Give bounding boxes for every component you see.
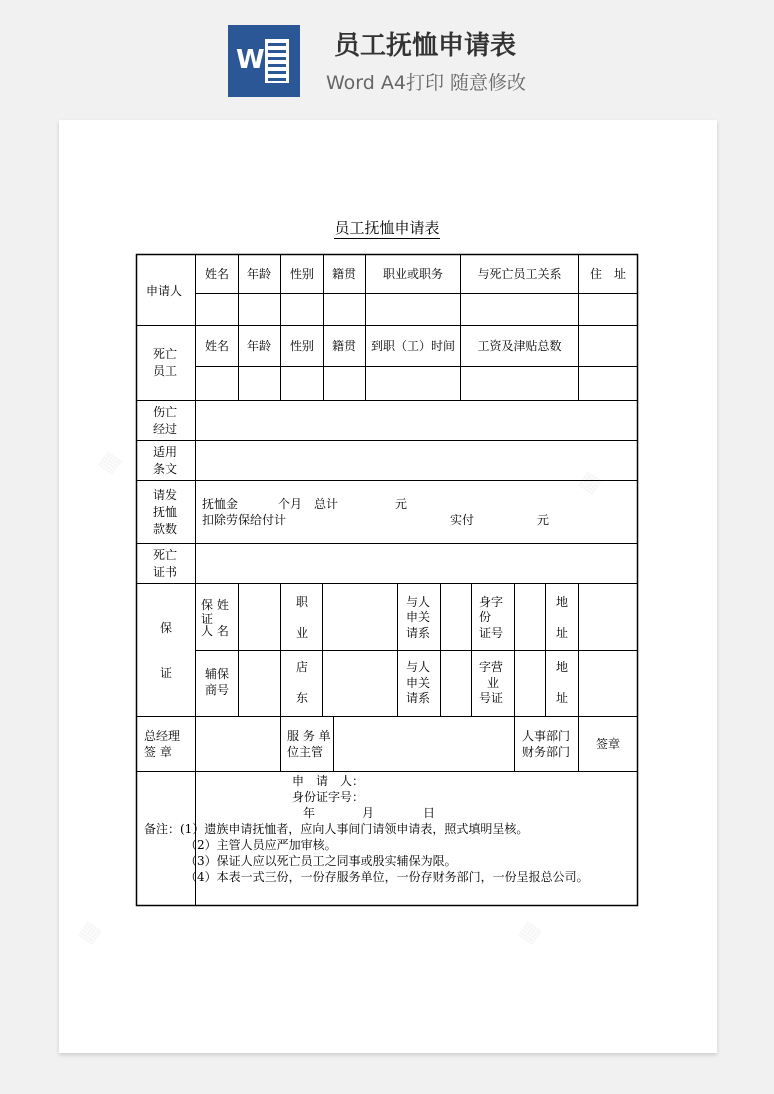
footer-applicant-label: 申 请 人：	[292, 774, 365, 788]
payment-label: 款数	[153, 522, 178, 536]
payment-actual-label: 实付	[450, 513, 475, 527]
applicant-row-label: 申请人	[146, 284, 183, 298]
footer-note: 备注：(1）遗族申请抚恤者，应向人事间门请领申请表，照式填明呈核。	[144, 822, 529, 836]
payment-label: 抚恤	[153, 505, 178, 519]
gm-signature-label: 总经理	[144, 729, 181, 743]
deceased-header-name: 姓名	[204, 339, 229, 353]
payment-label: 请发	[153, 488, 178, 502]
footer-day-label: 日	[423, 806, 436, 820]
applicant-header-relation: 与死亡员工关系	[477, 267, 562, 281]
document-page	[59, 120, 717, 1053]
applicant-header-occupation: 职业或职务	[382, 267, 443, 281]
shop-relation-label: 请系	[406, 691, 431, 705]
footer-note: （3）保证人应以死亡员工之同事或殷实辅保为限。	[185, 854, 457, 868]
deceased-row-label: 员工	[153, 364, 178, 378]
shop-owner-label: 店	[296, 660, 309, 674]
unit-supervisor-label: 位主管	[287, 745, 324, 759]
footer-id-label: 身份证字号：	[292, 790, 365, 804]
deceased-header-salary: 工资及津贴总数	[477, 339, 562, 353]
deceased-header-hire-date: 到职（工）时间	[370, 339, 455, 353]
shop-address-label: 地	[556, 660, 569, 674]
finance-department-label: 财务部门	[522, 745, 571, 759]
injury-label: 伤亡	[153, 405, 178, 419]
banner-title: 员工抚恤申请表	[334, 31, 517, 61]
guarantor-relation-label: 请系	[406, 626, 431, 640]
shop-address-label: 址	[556, 691, 569, 705]
guarantee-label: 保	[160, 621, 173, 635]
deceased-row-label: 死亡	[153, 347, 178, 361]
guarantor-name-label: 人 名	[201, 624, 229, 638]
applicant-header-name: 姓名	[204, 267, 229, 281]
applicant-header-gender: 性别	[289, 267, 314, 281]
payment-yuan-label: 元	[395, 497, 408, 511]
deceased-header-hometown: 籍贯	[331, 339, 356, 353]
banner	[0, 0, 774, 112]
footer-year-label: 年	[303, 806, 316, 820]
word-icon-letter: W	[236, 45, 265, 75]
articles-label: 适用	[153, 445, 178, 459]
guarantor-name-label: 证	[201, 612, 214, 626]
payment-months-label: 个月	[278, 497, 303, 511]
banner-subtitle: Word A4打印 随意修改	[326, 72, 527, 94]
business-license-label: 号证	[479, 691, 504, 705]
gm-signature-label: 签 章	[144, 745, 172, 759]
footer-note: （4）本表一式三份，一份存服务单位，一份存财务部门，一份呈报总公司。	[185, 870, 589, 884]
guarantor-address-label: 地	[556, 595, 569, 609]
applicant-header-hometown: 籍贯	[331, 267, 356, 281]
unit-supervisor-label: 服 务 单	[287, 729, 331, 743]
footer-month-label: 月	[362, 806, 375, 820]
guarantor-relation-label: 申关	[406, 610, 431, 624]
guarantor-name-label: 保 姓	[201, 598, 229, 612]
shop-relation-label: 与人	[406, 660, 431, 674]
business-license-label: 字营	[479, 660, 504, 674]
shop-owner-label: 东	[296, 691, 309, 705]
applicant-header-age: 年龄	[246, 267, 271, 281]
deceased-header-age: 年龄	[246, 339, 271, 353]
guarantor-address-label: 址	[556, 626, 569, 640]
guarantor-id-label: 身字	[479, 595, 504, 609]
guarantor-id-label: 证号	[479, 626, 504, 640]
shop-relation-label: 申关	[406, 676, 431, 690]
shop-guarantor-label: 商号	[205, 683, 230, 697]
footer-note: （2）主管人员应严加审核。	[185, 838, 337, 852]
payment-total-label: 总计	[314, 497, 339, 511]
hr-department-label: 人事部门	[522, 729, 571, 743]
payment-deduction-label: 扣除劳保给付计	[202, 513, 287, 527]
guarantor-id-label: 份	[479, 610, 492, 624]
articles-label: 条文	[153, 462, 178, 476]
business-license-label: 业	[487, 676, 500, 690]
guarantor-job-label: 职	[296, 595, 309, 609]
guarantee-label: 证	[160, 666, 173, 680]
guarantor-job-label: 业	[296, 626, 309, 640]
guarantor-relation-label: 与人	[406, 595, 431, 609]
injury-label: 经过	[153, 422, 178, 436]
sign-label: 签章	[595, 737, 620, 751]
document-title: 员工抚恤申请表	[334, 219, 440, 237]
payment-pension-label: 抚恤金	[202, 497, 239, 511]
payment-yuan-label: 元	[537, 513, 550, 527]
applicant-header-address: 住 址	[589, 267, 626, 281]
certificate-label: 死亡	[153, 548, 178, 562]
certificate-label: 证书	[153, 565, 178, 579]
word-icon	[228, 25, 300, 97]
deceased-header-gender: 性别	[289, 339, 314, 353]
shop-guarantor-label: 辅保	[205, 667, 230, 681]
